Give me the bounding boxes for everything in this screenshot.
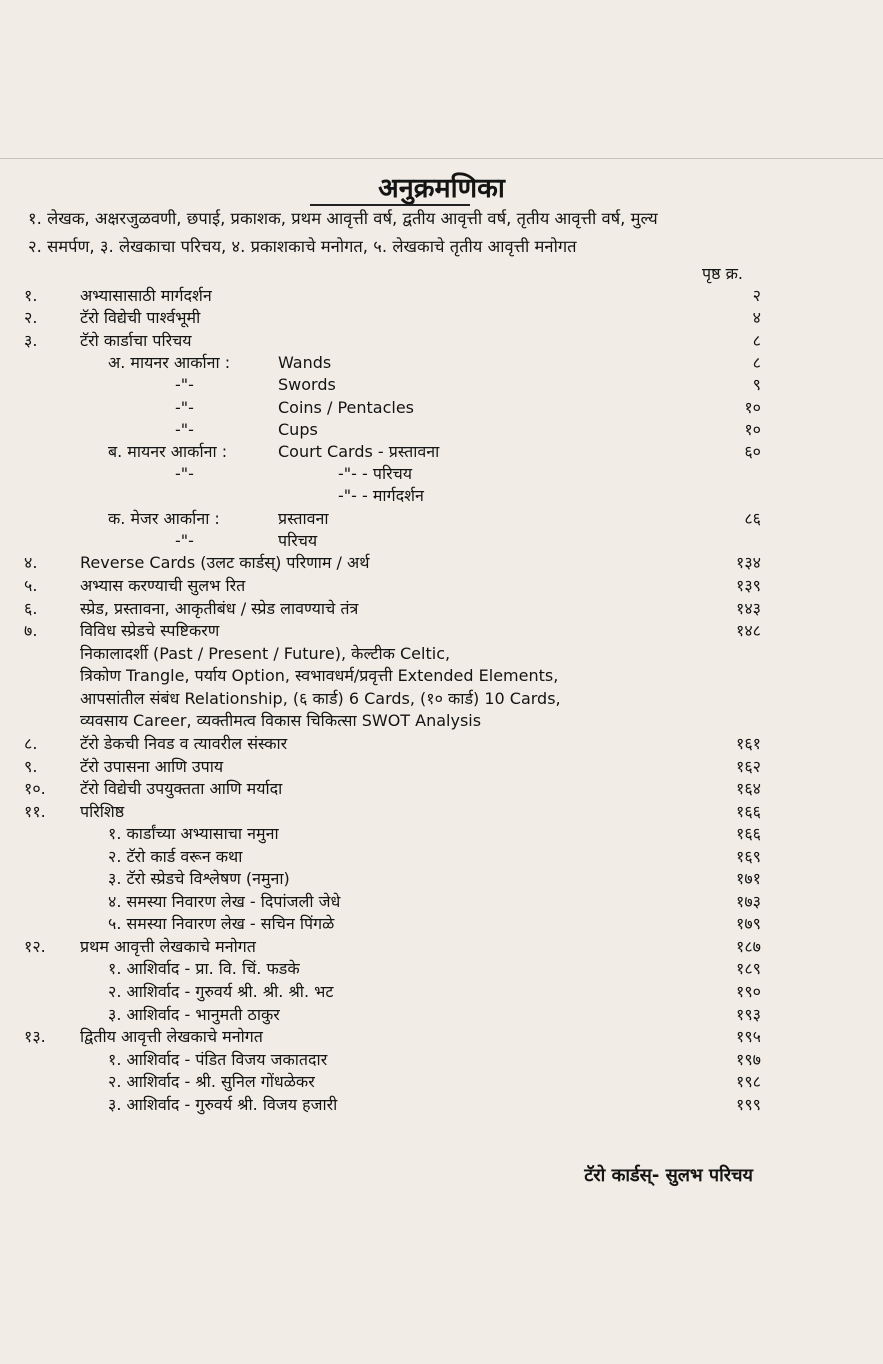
- toc-num: ९.: [24, 757, 38, 776]
- toc-page: २: [752, 286, 761, 305]
- toc-a: ३. टॅरो स्प्रेडचे विश्लेषण (नमुना): [108, 869, 290, 888]
- toc-page: १९८: [736, 1072, 761, 1091]
- toc-num: ८.: [24, 734, 38, 753]
- toc-page: १८७: [736, 937, 761, 956]
- toc-a: व्यवसाय Career, व्यक्तीमत्व विकास चिकित्सा SWOT Analysis: [80, 711, 482, 730]
- toc-a: ३. आशिर्वाद - भानुमती ठाकुर: [108, 1005, 280, 1024]
- toc-row: [0, 508, 883, 532]
- toc-c: -"- - मार्गदर्शन: [338, 486, 424, 505]
- page-title: अनुक्रमणिका: [378, 173, 505, 204]
- toc-num: १.: [24, 286, 38, 305]
- toc-row: [0, 352, 883, 376]
- toc-a: १. आशिर्वाद - प्रा. वि. चिं. फडके: [108, 959, 300, 978]
- toc-num: १२.: [24, 937, 46, 956]
- toc-row: [0, 1049, 883, 1073]
- toc-a: अ. मायनर आर्काना :: [108, 353, 231, 372]
- toc-a: क. मेजर आर्काना :: [108, 509, 220, 528]
- toc-num: ४.: [24, 553, 38, 572]
- toc-a: अभ्यासासाठी मार्गदर्शन: [80, 286, 212, 305]
- toc-a: -"-: [175, 420, 194, 439]
- toc-page: १८९: [736, 959, 761, 978]
- toc-num: १०.: [24, 779, 46, 798]
- toc-row: [0, 397, 883, 421]
- toc-row: [0, 778, 883, 802]
- toc-page: १७१: [736, 869, 761, 888]
- toc-a: Reverse Cards (उलट कार्डस्) परिणाम / अर्थ: [80, 553, 370, 572]
- toc-b: Court Cards - प्रस्तावना: [278, 442, 440, 461]
- toc-page: १७९: [736, 914, 761, 933]
- toc-a: १. आशिर्वाद - पंडित विजय जकातदार: [108, 1050, 328, 1069]
- toc-page: १९०: [736, 982, 761, 1001]
- toc-row: [0, 891, 883, 915]
- toc-row: [0, 575, 883, 599]
- toc-row: [0, 530, 883, 554]
- toc-row: [0, 620, 883, 644]
- toc-page: १३९: [736, 576, 761, 595]
- toc-page: ४: [752, 308, 761, 327]
- intro-line-2: २. समर्पण, ३. लेखकाचा परिचय, ४. प्रकाशकाचे मनोगत, ५. लेखकाचे तृतीय आवृत्ती मनोगत: [28, 237, 577, 256]
- toc-row: [0, 598, 883, 622]
- toc-row: [0, 733, 883, 757]
- toc-a: टॅरो कार्डाचा परिचय: [80, 331, 192, 350]
- toc-page: १०: [744, 420, 761, 439]
- toc-page: १७३: [736, 892, 761, 911]
- toc-a: निकालादर्शी (Past / Present / Future), केल्टीक Celtic,: [80, 644, 451, 663]
- toc-a: -"-: [175, 398, 194, 417]
- toc-a: -"-: [175, 375, 194, 394]
- toc-a: विविध स्प्रेडचे स्पष्टिकरण: [80, 621, 220, 640]
- toc-page: १३४: [736, 553, 761, 572]
- toc-a: -"-: [175, 464, 194, 483]
- toc-a: त्रिकोण Trangle, पर्याय Option, स्वभावधर्म/प्रवृत्ती Extended Elements,: [80, 666, 559, 685]
- toc-page: १६४: [736, 779, 761, 798]
- toc-row: [0, 485, 883, 509]
- toc-row: [0, 1004, 883, 1028]
- toc-row: [0, 958, 883, 982]
- toc-page: १६२: [736, 757, 761, 776]
- toc-a: प्रथम आवृत्ती लेखकाचे मनोगत: [80, 937, 256, 956]
- toc-row: [0, 981, 883, 1005]
- toc-row: [0, 710, 883, 734]
- toc-a: टॅरो उपासना आणि उपाय: [80, 757, 224, 776]
- toc-a: आपसांतील संबंध Relationship, (६ कार्ड) 6 Cards, (१० कार्ड) 10 Cards,: [80, 689, 561, 708]
- toc-a: अभ्यास करण्याची सुलभ रित: [80, 576, 246, 595]
- toc-b: प्रस्तावना: [278, 509, 329, 528]
- toc-row: [0, 374, 883, 398]
- toc-a: २. आशिर्वाद - गुरुवर्य श्री. श्री. श्री. भट: [108, 982, 334, 1001]
- toc-row: [0, 665, 883, 689]
- toc-num: १३.: [24, 1027, 46, 1046]
- toc-a: २. टॅरो कार्ड वरून कथा: [108, 847, 243, 866]
- toc-page: ९: [752, 375, 761, 394]
- toc-row: [0, 419, 883, 443]
- toc-a: ५. समस्या निवारण लेख - सचिन पिंगळे: [108, 914, 335, 933]
- page-number-heading: पृष्ठ क्र.: [702, 264, 743, 283]
- toc-page: १९७: [736, 1050, 761, 1069]
- toc-b: Coins / Pentacles: [278, 398, 415, 417]
- page-edge-line: [0, 158, 883, 159]
- toc-row: [0, 330, 883, 354]
- toc-row: [0, 868, 883, 892]
- toc-page: १६६: [736, 824, 761, 843]
- toc-row: [0, 441, 883, 465]
- toc-num: ११.: [24, 802, 46, 821]
- toc-page: १६१: [736, 734, 761, 753]
- toc-a: स्प्रेड, प्रस्तावना, आकृतीबंध / स्प्रेड लावण्याचे तंत्र: [80, 599, 359, 618]
- toc-page: १९३: [736, 1005, 761, 1024]
- toc-a: टॅरो विद्येची पार्श्वभूमी: [80, 308, 201, 327]
- toc-page: १०: [744, 398, 761, 417]
- toc-num: ६.: [24, 599, 38, 618]
- toc-a: ४. समस्या निवारण लेख - दिपांजली जेधे: [108, 892, 341, 911]
- toc-page: १४८: [736, 621, 761, 640]
- toc-page: ८६: [744, 509, 761, 528]
- toc-page: १९५: [736, 1027, 761, 1046]
- toc-b: Wands: [278, 353, 332, 372]
- toc-row: [0, 801, 883, 825]
- toc-row: [0, 1094, 883, 1118]
- toc-a: टॅरो डेकची निवड व त्यावरील संस्कार: [80, 734, 288, 753]
- toc-row: [0, 1026, 883, 1050]
- toc-a: २. आशिर्वाद - श्री. सुनिल गोंधळेकर: [108, 1072, 315, 1091]
- toc-row: [0, 846, 883, 870]
- toc-row: [0, 643, 883, 667]
- toc-num: २.: [24, 308, 38, 327]
- toc-c: -"- - परिचय: [338, 464, 413, 483]
- toc-page: ६०: [744, 442, 761, 461]
- toc-b: परिचय: [278, 531, 318, 550]
- toc-b: Swords: [278, 375, 336, 394]
- toc-page: १९९: [736, 1095, 761, 1114]
- toc-row: [0, 936, 883, 960]
- toc-num: ७.: [24, 621, 38, 640]
- toc-num: ५.: [24, 576, 38, 595]
- toc-page: १६६: [736, 802, 761, 821]
- toc-row: [0, 307, 883, 331]
- toc-a: ३. आशिर्वाद - गुरुवर्य श्री. विजय हजारी: [108, 1095, 338, 1114]
- toc-b: Cups: [278, 420, 318, 439]
- toc-a: ब. मायनर आर्काना :: [108, 442, 228, 461]
- toc-a: टॅरो विद्येची उपयुक्तता आणि मर्यादा: [80, 779, 283, 798]
- toc-page: ८: [752, 331, 761, 350]
- intro-line-1: १. लेखक, अक्षरजुळवणी, छपाई, प्रकाशक, प्रथम आवृत्ती वर्ष, द्वतीय आवृत्ती वर्ष, तृतीय आवृत्ती वर्ष, मुल्य: [28, 209, 658, 228]
- toc-page: १४३: [736, 599, 761, 618]
- toc-row: [0, 552, 883, 576]
- toc-row: [0, 823, 883, 847]
- toc-row: [0, 913, 883, 937]
- toc-page: ८: [752, 353, 761, 372]
- toc-a: १. कार्डांच्या अभ्यासाचा नमुना: [108, 824, 279, 843]
- toc-row: [0, 756, 883, 780]
- toc-a: -"-: [175, 531, 194, 550]
- toc-row: [0, 285, 883, 309]
- toc-a: द्वितीय आवृत्ती लेखकाचे मनोगत: [80, 1027, 263, 1046]
- toc-page: १६९: [736, 847, 761, 866]
- toc-row: [0, 1071, 883, 1095]
- toc-row: [0, 688, 883, 712]
- toc-row: [0, 463, 883, 487]
- toc-a: परिशिष्ठ: [80, 802, 125, 821]
- book-title-footer: टॅरो कार्डस्- सुलभ परिचय: [584, 1165, 753, 1186]
- toc-num: ३.: [24, 331, 38, 350]
